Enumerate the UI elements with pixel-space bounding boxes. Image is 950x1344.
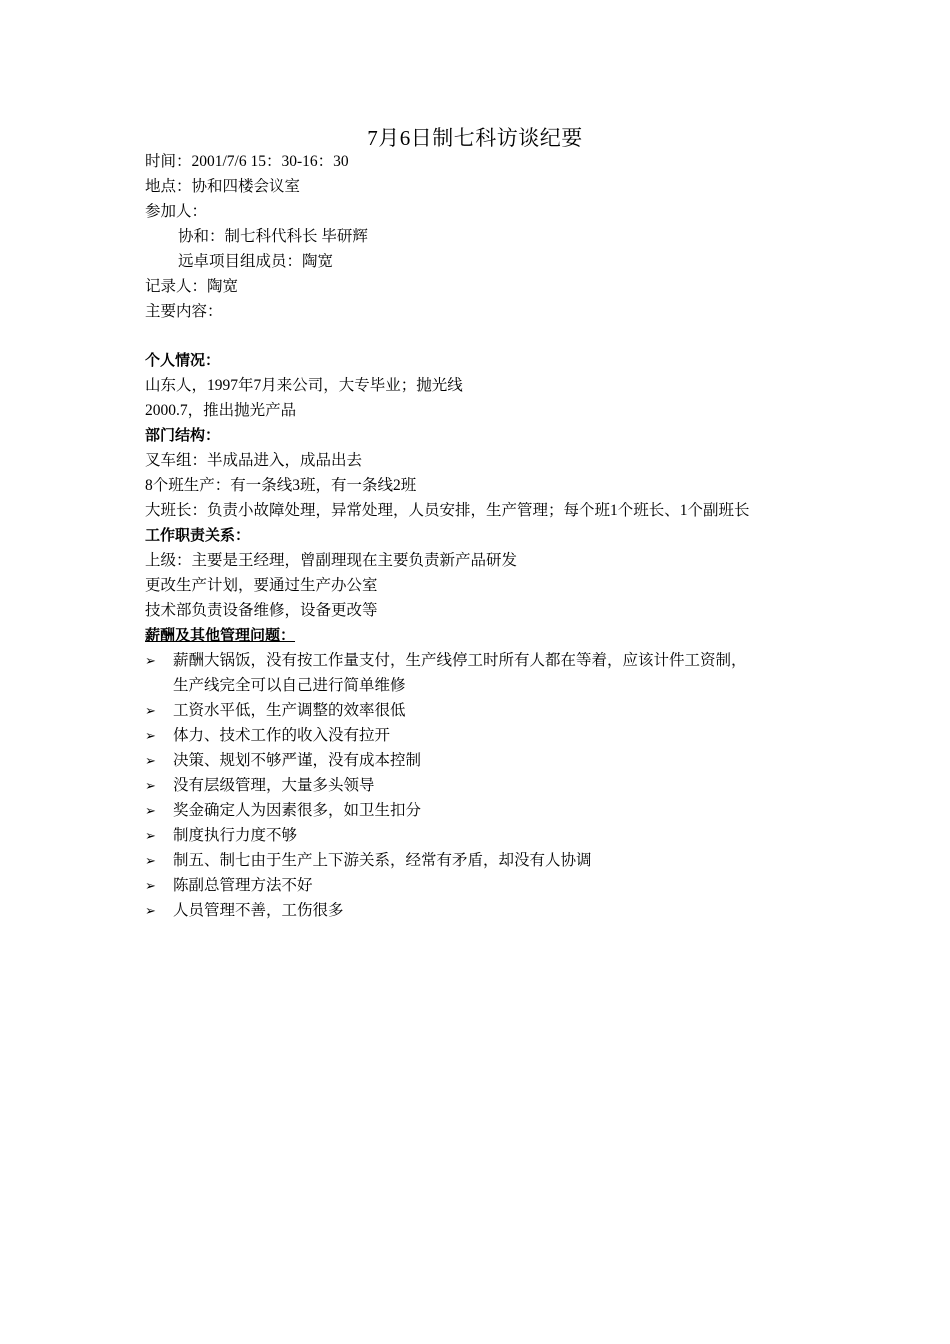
issue-item: 薪酬大锅饭，没有按工作量支付，生产线停工时所有人都在等着，应该计件工资制， — [173, 652, 747, 669]
bullet-arrow-icon: ➢ — [145, 903, 156, 918]
meeting-time: 时间：2001/7/6 15：30-16：30 — [145, 153, 349, 170]
bullet-arrow-icon: ➢ — [145, 853, 156, 868]
issue-item: 体力、技术工作的收入没有拉开 — [173, 727, 391, 744]
personal-line: 山东人，1997年7月来公司，大专毕业；抛光线 — [145, 377, 463, 394]
issue-item: 陈副总管理方法不好 — [173, 877, 313, 894]
section-heading-personal: 个人情况： — [145, 352, 221, 369]
bullet-arrow-icon: ➢ — [145, 828, 156, 843]
relations-line: 更改生产计划，要通过生产办公室 — [145, 577, 378, 594]
structure-line: 大班长：负责小故障处理，异常处理，人员安排，生产管理；每个班1个班长、1个副班长 — [145, 502, 750, 519]
issue-item: 人员管理不善，工伤很多 — [173, 902, 344, 919]
content-label: 主要内容： — [145, 303, 223, 320]
recorder: 记录人：陶宽 — [145, 278, 239, 295]
personal-line: 2000.7，推出抛光产品 — [145, 402, 297, 419]
bullet-arrow-icon: ➢ — [145, 728, 156, 743]
issue-item: 工资水平低，生产调整的效率很低 — [173, 702, 406, 719]
bullet-arrow-icon: ➢ — [145, 878, 156, 893]
section-heading-issues: 薪酬及其他管理问题： — [145, 627, 296, 644]
section-heading-structure: 部门结构： — [145, 427, 221, 444]
document-title: 7月6日制七科访谈纪要 — [367, 126, 583, 150]
participants-label: 参加人： — [145, 203, 208, 220]
relations-line: 技术部负责设备维修，设备更改等 — [145, 602, 378, 619]
participant-team: 远卓项目组成员：陶宽 — [178, 253, 334, 270]
bullet-arrow-icon: ➢ — [145, 753, 156, 768]
structure-line: 8个班生产：有一条线3班，有一条线2班 — [145, 477, 417, 494]
issue-item: 奖金确定人为因素很多，如卫生扣分 — [173, 802, 422, 819]
bullet-arrow-icon: ➢ — [145, 653, 156, 668]
participant-client: 协和：制七科代科长 毕研辉 — [178, 228, 368, 245]
bullet-arrow-icon: ➢ — [145, 703, 156, 718]
issue-item: 生产线完全可以自己进行简单维修 — [173, 677, 406, 694]
structure-line: 叉车组：半成品进入，成品出去 — [145, 452, 363, 469]
issue-item: 制度执行力度不够 — [173, 827, 298, 844]
relations-line: 上级：主要是王经理，曾副理现在主要负责新产品研发 — [145, 552, 518, 569]
bullet-arrow-icon: ➢ — [145, 778, 156, 793]
issue-item: 没有层级管理，大量多头领导 — [173, 777, 375, 794]
meeting-place: 地点：协和四楼会议室 — [145, 178, 301, 195]
section-heading-relations: 工作职责关系： — [145, 527, 251, 544]
bullet-arrow-icon: ➢ — [145, 803, 156, 818]
issue-item: 决策、规划不够严谨，没有成本控制 — [173, 752, 422, 769]
issue-item: 制五、制七由于生产上下游关系，经常有矛盾，却没有人协调 — [173, 852, 592, 869]
